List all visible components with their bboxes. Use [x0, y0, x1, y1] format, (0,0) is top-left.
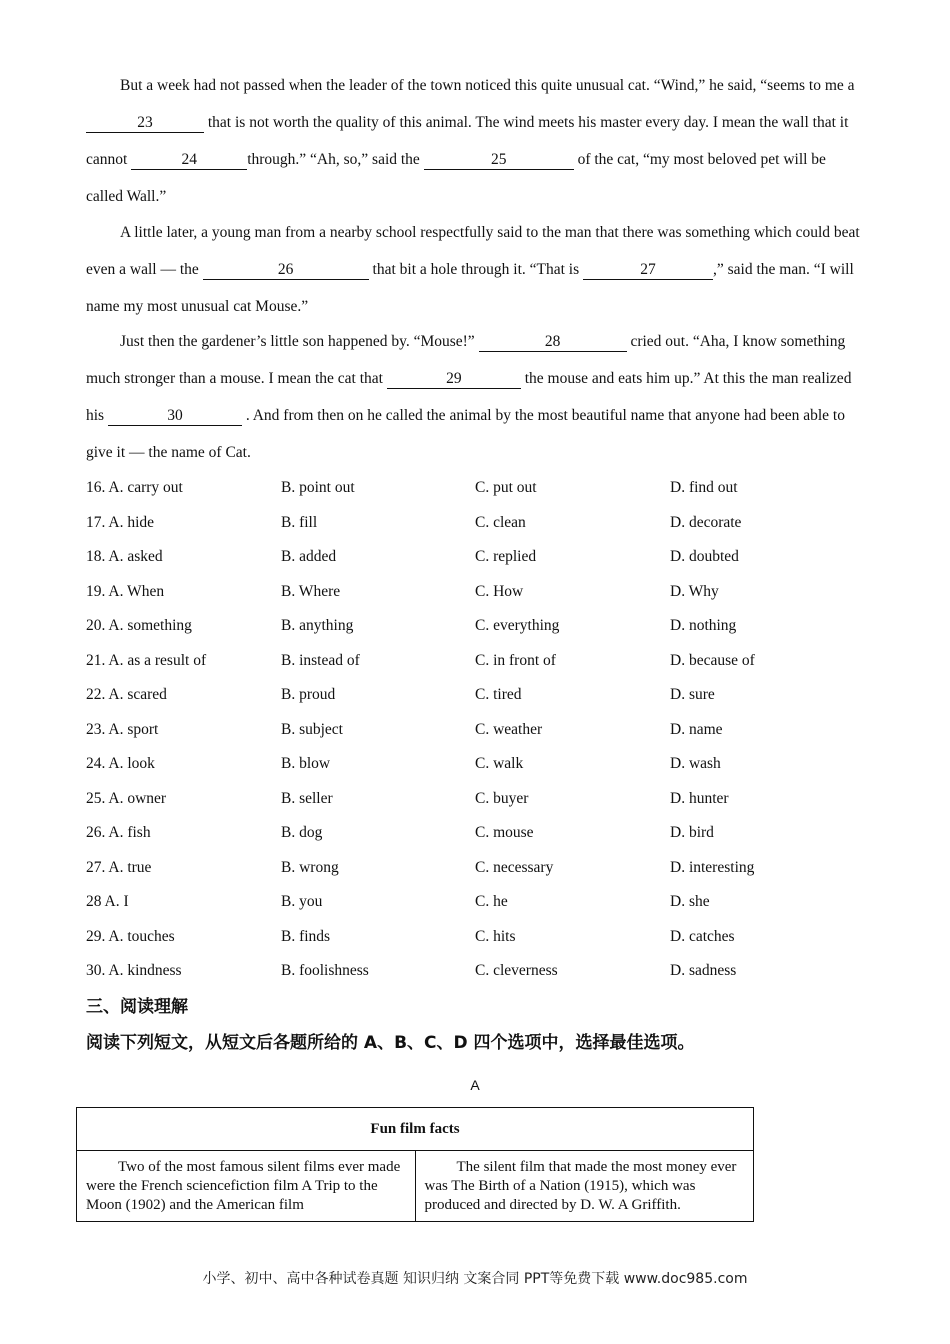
option-d: D. decorate [670, 513, 742, 531]
option-c: C. hits [475, 927, 516, 945]
option-row [86, 713, 866, 747]
option-d: D. hunter [670, 789, 729, 807]
fun-film-facts-table [76, 1107, 754, 1222]
option-a: 18. A. asked [86, 548, 163, 565]
option-d: D. she [670, 893, 710, 910]
option-c: C. everything [475, 617, 560, 634]
option-a: 21. A. as a result of [86, 651, 207, 669]
option-row [86, 540, 866, 574]
passage-paragraph-1: But a week had not passed when the leader of the town noticed this quite unusual cat. “Wind,” he said, “seems to me a 23 that is not worth the quality of this animal. The wind meets his master every day. I mean the wall that it cannot 24 through.” “Ah, so,” said the 25 of the cat, “my most beloved pet will be called Wall.” [86, 77, 855, 205]
option-a: 24. A. look [86, 755, 155, 772]
option-a: 27. A. true [86, 858, 152, 876]
table-header-row [77, 1108, 754, 1151]
option-b: B. subject [281, 720, 343, 738]
option-c: C. cleverness [475, 962, 558, 979]
option-c: C. put out [475, 479, 537, 496]
option-b: B. anything [281, 617, 354, 634]
option-row [86, 575, 866, 609]
passage-letter: A [470, 1077, 480, 1093]
option-row [86, 644, 866, 678]
option-d: D. sadness [670, 962, 737, 979]
option-c: C. in front of [475, 651, 556, 669]
option-c: C. replied [475, 548, 537, 565]
option-d: D. find out [670, 479, 738, 496]
option-c: C. weather [475, 720, 543, 738]
option-row [86, 954, 866, 988]
option-b: B. blow [281, 755, 331, 772]
option-a: 16. A. carry out [86, 479, 183, 496]
table-cell-left: Two of the most famous silent films ever made were the French sciencefiction film A Trip to the Moon (1902) and the American film [77, 1151, 416, 1222]
option-d: D. interesting [670, 858, 755, 876]
option-b: B. seller [281, 789, 333, 807]
blank-28: 28 [479, 333, 627, 352]
page-footer: 小学、初中、高中各种试卷真题 知识归纳 文案合同 PPT等免费下载 www.doc985.com [202, 1271, 748, 1287]
blank-29: 29 [387, 370, 521, 389]
option-c: C. he [475, 893, 508, 910]
option-a: 17. A. hide [86, 513, 155, 531]
option-c: C. How [475, 582, 524, 600]
option-d: D. because of [670, 651, 755, 669]
option-a: 22. A. scared [86, 686, 167, 703]
table-row [77, 1151, 754, 1222]
option-b: B. fill [281, 513, 318, 531]
option-b: B. Where [281, 582, 341, 600]
blank-27: 27 [583, 261, 713, 280]
option-row [86, 851, 866, 885]
option-c: C. walk [475, 755, 524, 772]
option-row [86, 678, 866, 712]
option-d: D. wash [670, 755, 721, 772]
option-a: 28 A. I [86, 893, 129, 910]
table-title: Fun film facts [77, 1108, 754, 1151]
passage-paragraph-2: A little later, a young man from a nearby school respectfully said to the man that there was something which could beat even a wall — the 26 that bit a hole through it. “That is 27 ,” said the man. “I will name my most unusual cat Mouse.” [86, 224, 860, 315]
option-row [86, 609, 866, 643]
section-title: 三、阅读理解 [86, 997, 188, 1017]
option-b: B. point out [281, 479, 355, 496]
option-b: B. proud [281, 686, 336, 703]
option-b: B. finds [281, 927, 331, 945]
passage-paragraph-3: Just then the gardener’s little son happened by. “Mouse!” 28 cried out. “Aha, I know something much stronger than a mouse. I mean the cat that 29 the mouse and eats him up.” At this the man realized his 30 . And from then on he called the animal by the most beautiful name that anyone had been able to give it — the name of Cat. [86, 333, 852, 461]
option-d: D. bird [670, 824, 714, 841]
option-a: 23. A. sport [86, 720, 159, 738]
blank-30: 30 [108, 407, 242, 426]
option-a: 26. A. fish [86, 824, 151, 841]
option-c: C. buyer [475, 789, 529, 807]
blank-23: 23 [86, 114, 204, 133]
option-c: C. mouse [475, 824, 534, 841]
option-row [86, 782, 866, 816]
option-row [86, 506, 866, 540]
option-b: B. you [281, 893, 323, 910]
option-b: B. added [281, 548, 337, 565]
section-instruction: 阅读下列短文，从短文后各题所给的 A、B、C、D 四个选项中，选择最佳选项。 [86, 1033, 695, 1053]
option-b: B. instead of [281, 651, 360, 669]
option-b: B. dog [281, 824, 323, 841]
option-a: 25. A. owner [86, 789, 167, 807]
option-row [86, 816, 866, 850]
option-d: D. sure [670, 686, 715, 703]
blank-24: 24 [131, 151, 247, 170]
option-a: 20. A. something [86, 617, 192, 634]
option-a: 29. A. touches [86, 927, 175, 945]
option-a: 30. A. kindness [86, 962, 182, 979]
table-cell-right: The silent film that made the most money ever was The Birth of a Nation (1915), which was produced and directed by D. W. A Griffith. [415, 1151, 754, 1222]
option-a: 19. A. When [86, 582, 165, 600]
blank-26: 26 [203, 261, 369, 280]
option-c: C. clean [475, 513, 526, 531]
option-row [86, 471, 866, 505]
option-d: D. nothing [670, 617, 737, 634]
option-row [86, 747, 866, 781]
option-row [86, 920, 866, 954]
option-d: D. doubted [670, 548, 739, 565]
blank-25: 25 [424, 151, 574, 170]
option-row [86, 885, 866, 919]
option-b: B. foolishness [281, 962, 369, 979]
option-d: D. name [670, 720, 723, 738]
option-c: C. necessary [475, 858, 554, 876]
option-d: D. Why [670, 582, 719, 600]
option-b: B. wrong [281, 858, 339, 876]
option-c: C. tired [475, 686, 522, 703]
option-d: D. catches [670, 927, 735, 945]
